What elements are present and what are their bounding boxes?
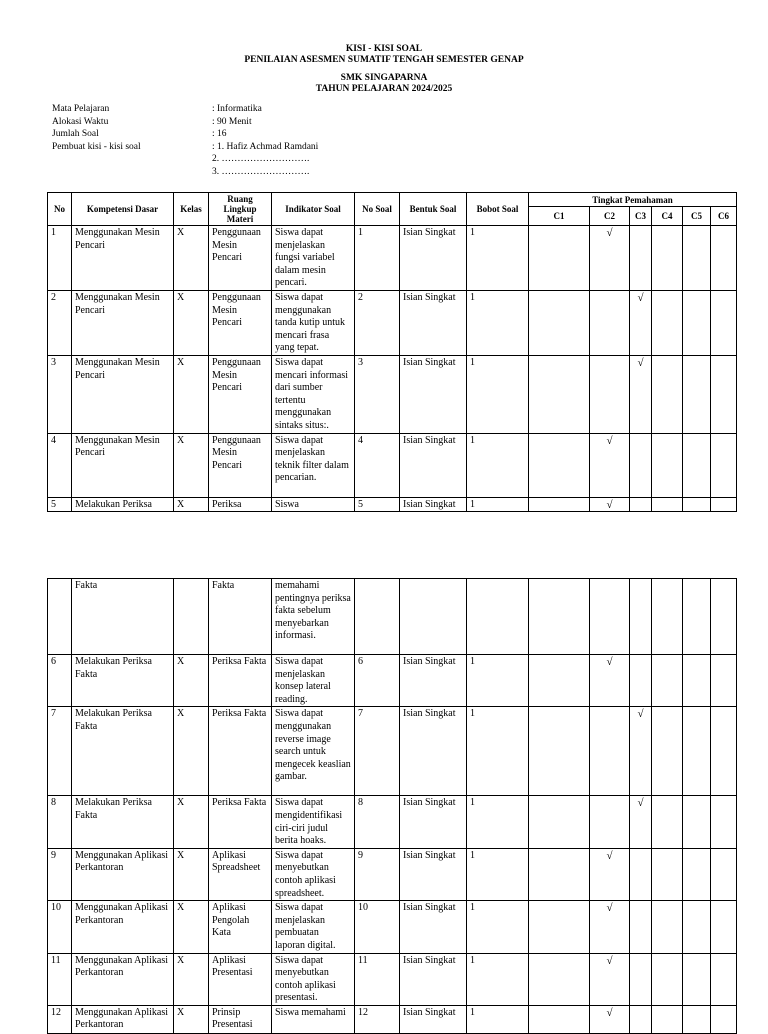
cell-level-c3 <box>630 953 652 1005</box>
cell-level-c4 <box>652 796 683 848</box>
cell-materi: Prinsip Presentasi <box>209 1005 272 1033</box>
cell-level-c6 <box>711 901 737 953</box>
cell-indikator: Siswa dapat menjelaskan teknik filter dalam pencarian. <box>272 433 355 497</box>
table-row <box>48 226 737 291</box>
cell-kompetensi: Menggunakan Aplikasi Perkantoran <box>72 848 174 900</box>
check-icon: √ <box>606 1006 613 1019</box>
cell-materi: Fakta <box>209 579 272 655</box>
cell-materi: Penggunaan Mesin Pencari <box>209 355 272 433</box>
cell-level-c2 <box>590 579 630 655</box>
cell-bobot <box>467 579 529 655</box>
cell-level-c6 <box>711 707 737 796</box>
cell-no-soal: 8 <box>355 796 400 848</box>
cell-materi: Periksa Fakta <box>209 655 272 707</box>
cell-kelas: X <box>174 433 209 497</box>
grid-table-page-1 <box>47 192 737 512</box>
check-icon: √ <box>637 797 644 810</box>
cell-level-c4 <box>652 707 683 796</box>
cell-level-c4 <box>652 433 683 497</box>
cell-level-c6 <box>711 290 737 355</box>
col-header-kelas: Kelas <box>174 193 209 226</box>
cell-level-c1 <box>529 901 590 953</box>
cell-level-c2 <box>590 355 630 433</box>
cell-bobot: 1 <box>467 796 529 848</box>
cell-no: 2 <box>48 290 72 355</box>
cell-no-soal: 10 <box>355 901 400 953</box>
cell-level-c3 <box>630 579 652 655</box>
cell-level-c4 <box>652 497 683 512</box>
cell-level-c5 <box>683 579 711 655</box>
table-row <box>48 901 737 953</box>
cell-no: 3 <box>48 355 72 433</box>
cell-no: 12 <box>48 1005 72 1033</box>
cell-indikator: Siswa memahami <box>272 1005 355 1033</box>
cell-indikator: Siswa dapat menjelaskan fungsi variabel dalam mesin pencari. <box>272 226 355 291</box>
cell-kompetensi: Menggunakan Mesin Pencari <box>72 355 174 433</box>
cell-kelas: X <box>174 355 209 433</box>
cell-kelas: X <box>174 290 209 355</box>
cell-kelas: X <box>174 707 209 796</box>
check-icon: √ <box>606 902 613 915</box>
table-row <box>48 953 737 1005</box>
cell-level-c3 <box>630 707 652 796</box>
cell-kompetensi: Melakukan Periksa Fakta <box>72 796 174 848</box>
cell-level-c2 <box>590 433 630 497</box>
col-header-no-soal: No Soal <box>355 193 400 226</box>
cell-bentuk: Isian Singkat <box>400 953 467 1005</box>
cell-level-c2 <box>590 226 630 291</box>
cell-no: 9 <box>48 848 72 900</box>
cell-level-c5 <box>683 848 711 900</box>
check-icon: √ <box>637 291 644 304</box>
cell-level-c3 <box>630 796 652 848</box>
cell-level-c2 <box>590 953 630 1005</box>
cell-no-soal: 12 <box>355 1005 400 1033</box>
info-value: : 1. Hafiz Achmad Ramdani <box>212 141 319 152</box>
cell-level-c1 <box>529 226 590 291</box>
cell-bobot: 1 <box>467 901 529 953</box>
cell-level-c1 <box>529 355 590 433</box>
cell-level-c6 <box>711 953 737 1005</box>
cell-no <box>48 579 72 655</box>
cell-bobot: 1 <box>467 707 529 796</box>
cell-kompetensi: Menggunakan Aplikasi Perkantoran <box>72 953 174 1005</box>
cell-bentuk <box>400 579 467 655</box>
table-row <box>48 355 737 433</box>
cell-indikator: Siswa dapat mencari informasi dari sumber tertentu menggunakan sintaks situs:. <box>272 355 355 433</box>
info-value: : 16 <box>212 129 227 139</box>
col-header-c2: C2 <box>590 207 630 226</box>
info-label: Jumlah Soal <box>52 129 99 139</box>
table-row <box>48 290 737 355</box>
cell-level-c6 <box>711 848 737 900</box>
cell-no: 7 <box>48 707 72 796</box>
cell-bentuk: Isian Singkat <box>400 290 467 355</box>
cell-no-soal: 5 <box>355 497 400 512</box>
col-header-c5: C5 <box>683 207 711 226</box>
cell-no: 11 <box>48 953 72 1005</box>
col-header-bentuk: Bentuk Soal <box>400 193 467 226</box>
check-icon: √ <box>606 498 613 511</box>
info-value: 3. ………………………. <box>212 166 310 177</box>
cell-level-c1 <box>529 290 590 355</box>
cell-bentuk: Isian Singkat <box>400 655 467 707</box>
cell-level-c3 <box>630 433 652 497</box>
cell-level-c4 <box>652 901 683 953</box>
cell-indikator: Siswa dapat menjelaskan konsep lateral reading. <box>272 655 355 707</box>
cell-level-c4 <box>652 848 683 900</box>
cell-kelas: X <box>174 796 209 848</box>
cell-level-c1 <box>529 707 590 796</box>
cell-no-soal: 2 <box>355 290 400 355</box>
cell-no: 4 <box>48 433 72 497</box>
cell-no-soal: 1 <box>355 226 400 291</box>
cell-materi: Penggunaan Mesin Pencari <box>209 290 272 355</box>
cell-bobot: 1 <box>467 226 529 291</box>
cell-bentuk: Isian Singkat <box>400 226 467 291</box>
info-label: Pembuat kisi - kisi soal <box>52 141 141 152</box>
cell-level-c5 <box>683 796 711 848</box>
academic-year: TAHUN PELAJARAN 2024/2025 <box>315 84 453 94</box>
cell-bobot: 1 <box>467 290 529 355</box>
cell-level-c5 <box>683 226 711 291</box>
col-header-no: No <box>48 193 72 226</box>
check-icon: √ <box>606 227 613 239</box>
cell-bentuk: Isian Singkat <box>400 433 467 497</box>
cell-bentuk: Isian Singkat <box>400 796 467 848</box>
cell-indikator: Siswa dapat menyebutkan contoh aplikasi spreadsheet. <box>272 848 355 900</box>
col-header-indikator: Indikator Soal <box>272 193 355 226</box>
col-header-c4: C4 <box>652 207 683 226</box>
cell-bentuk: Isian Singkat <box>400 497 467 512</box>
cell-level-c5 <box>683 290 711 355</box>
cell-level-c6 <box>711 355 737 433</box>
cell-level-c4 <box>652 226 683 291</box>
cell-level-c2 <box>590 1005 630 1033</box>
cell-level-c6 <box>711 579 737 655</box>
cell-bobot: 1 <box>467 497 529 512</box>
cell-level-c6 <box>711 433 737 497</box>
cell-level-c6 <box>711 655 737 707</box>
cell-materi: Periksa Fakta <box>209 796 272 848</box>
table-row <box>48 848 737 900</box>
cell-level-c1 <box>529 579 590 655</box>
cell-level-c2 <box>590 497 630 512</box>
cell-kompetensi: Menggunakan Aplikasi Perkantoran <box>72 1005 174 1033</box>
cell-level-c2 <box>590 796 630 848</box>
table-row <box>48 497 737 512</box>
grid-table-page-2 <box>47 578 737 1034</box>
doc-title: KISI - KISI SOAL <box>345 44 423 54</box>
cell-level-c4 <box>652 579 683 655</box>
cell-level-c1 <box>529 655 590 707</box>
cell-kelas: X <box>174 655 209 707</box>
cell-materi: Aplikasi Presentasi <box>209 953 272 1005</box>
cell-bobot: 1 <box>467 1005 529 1033</box>
cell-level-c5 <box>683 355 711 433</box>
cell-materi: Aplikasi Pengolah Kata <box>209 901 272 953</box>
cell-indikator: Siswa dapat mengidentifikasi ciri-ciri judul berita hoaks. <box>272 796 355 848</box>
cell-level-c3 <box>630 901 652 953</box>
cell-no: 10 <box>48 901 72 953</box>
cell-level-c6 <box>711 226 737 291</box>
cell-kelas: X <box>174 901 209 953</box>
cell-indikator: Siswa dapat menjelaskan pembuatan laporan digital. <box>272 901 355 953</box>
info-value: : 90 Menit <box>212 116 252 127</box>
cell-level-c3 <box>630 355 652 433</box>
cell-level-c2 <box>590 901 630 953</box>
cell-materi: Penggunaan Mesin Pencari <box>209 433 272 497</box>
cell-level-c2 <box>590 290 630 355</box>
cell-level-c1 <box>529 848 590 900</box>
cell-no-soal: 9 <box>355 848 400 900</box>
cell-materi: Periksa <box>209 497 272 512</box>
cell-indikator: Siswa dapat menggunakan tanda kutip untuk mencari frasa yang tepat. <box>272 290 355 355</box>
cell-kelas: X <box>174 848 209 900</box>
cell-kompetensi: Menggunakan Mesin Pencari <box>72 433 174 497</box>
cell-kompetensi: Menggunakan Mesin Pencari <box>72 226 174 291</box>
cell-indikator: Siswa dapat menyebutkan contoh aplikasi presentasi. <box>272 953 355 1005</box>
cell-level-c1 <box>529 953 590 1005</box>
table-row <box>48 796 737 848</box>
cell-no: 6 <box>48 655 72 707</box>
cell-bobot: 1 <box>467 355 529 433</box>
table-row <box>48 707 737 796</box>
cell-no-soal: 7 <box>355 707 400 796</box>
cell-level-c6 <box>711 497 737 512</box>
cell-level-c6 <box>711 796 737 848</box>
document-header <box>0 44 768 95</box>
cell-level-c5 <box>683 655 711 707</box>
cell-bentuk: Isian Singkat <box>400 1005 467 1033</box>
cell-level-c2 <box>590 848 630 900</box>
cell-kompetensi: Menggunakan Aplikasi Perkantoran <box>72 901 174 953</box>
check-icon: √ <box>637 356 644 369</box>
check-icon: √ <box>606 954 613 967</box>
cell-materi: Penggunaan Mesin Pencari <box>209 226 272 291</box>
doc-subtitle: PENILAIAN ASESMEN SUMATIF TENGAH SEMESTER GENAP <box>244 55 524 65</box>
col-header-ruang: Ruang Lingkup Materi <box>209 193 272 226</box>
school-name: SMK SINGAPARNA <box>340 73 428 83</box>
cell-level-c3 <box>630 1005 652 1033</box>
cell-no-soal: 3 <box>355 355 400 433</box>
check-icon: √ <box>606 656 613 668</box>
cell-level-c3 <box>630 290 652 355</box>
cell-level-c4 <box>652 655 683 707</box>
col-header-tingkat: Tingkat Pemahaman <box>529 193 737 207</box>
cell-level-c2 <box>590 707 630 796</box>
cell-bobot: 1 <box>467 433 529 497</box>
cell-kelas: X <box>174 497 209 512</box>
cell-bobot: 1 <box>467 655 529 707</box>
cell-kompetensi: Menggunakan Mesin Pencari <box>72 290 174 355</box>
cell-level-c5 <box>683 707 711 796</box>
cell-indikator: Siswa dapat menggunakan reverse image search untuk mengecek keaslian gambar. <box>272 707 355 796</box>
info-value: : Informatika <box>212 104 262 114</box>
cell-indikator: Siswa <box>272 497 355 512</box>
table-row <box>48 579 737 655</box>
cell-level-c1 <box>529 497 590 512</box>
info-value: 2. ………………………. <box>212 154 310 164</box>
cell-level-c5 <box>683 497 711 512</box>
table-body-page-2 <box>48 579 737 1034</box>
cell-no-soal: 6 <box>355 655 400 707</box>
col-header-bobot: Bobot Soal <box>467 193 529 226</box>
cell-no: 1 <box>48 226 72 291</box>
cell-level-c2 <box>590 655 630 707</box>
cell-level-c4 <box>652 290 683 355</box>
cell-level-c6 <box>711 1005 737 1033</box>
cell-bobot: 1 <box>467 848 529 900</box>
cell-kompetensi: Fakta <box>72 579 174 655</box>
cell-kelas: X <box>174 1005 209 1033</box>
cell-kelas <box>174 579 209 655</box>
cell-no: 8 <box>48 796 72 848</box>
cell-level-c4 <box>652 355 683 433</box>
cell-kompetensi: Melakukan Periksa Fakta <box>72 707 174 796</box>
info-label: Alokasi Waktu <box>52 116 109 127</box>
cell-no-soal <box>355 579 400 655</box>
cell-no-soal: 11 <box>355 953 400 1005</box>
col-header-kd: Kompetensi Dasar <box>72 193 174 226</box>
cell-level-c1 <box>529 796 590 848</box>
cell-level-c4 <box>652 1005 683 1033</box>
cell-level-c5 <box>683 433 711 497</box>
cell-bentuk: Isian Singkat <box>400 848 467 900</box>
cell-level-c5 <box>683 901 711 953</box>
cell-kompetensi: Melakukan Periksa <box>72 497 174 512</box>
cell-materi: Periksa Fakta <box>209 707 272 796</box>
cell-level-c1 <box>529 1005 590 1033</box>
cell-level-c3 <box>630 226 652 291</box>
cell-no: 5 <box>48 497 72 512</box>
cell-level-c5 <box>683 953 711 1005</box>
cell-kompetensi: Melakukan Periksa Fakta <box>72 655 174 707</box>
cell-bobot: 1 <box>467 953 529 1005</box>
table-row <box>48 433 737 497</box>
cell-level-c3 <box>630 848 652 900</box>
cell-level-c3 <box>630 655 652 707</box>
table-row <box>48 655 737 707</box>
cell-materi: Aplikasi Spreadsheet <box>209 848 272 900</box>
cell-indikator: memahami pentingnya periksa fakta sebelum menyebarkan informasi. <box>272 579 355 655</box>
cell-level-c1 <box>529 433 590 497</box>
table-row <box>48 1005 737 1033</box>
col-header-c6: C6 <box>711 207 737 226</box>
info-label: Mata Pelajaran <box>52 104 110 114</box>
cell-no-soal: 4 <box>355 433 400 497</box>
cell-level-c5 <box>683 1005 711 1033</box>
cell-bentuk: Isian Singkat <box>400 707 467 796</box>
cell-level-c4 <box>652 953 683 1005</box>
cell-bentuk: Isian Singkat <box>400 355 467 433</box>
col-header-c1: C1 <box>529 207 590 226</box>
col-header-c3: C3 <box>630 207 652 226</box>
cell-level-c3 <box>630 497 652 512</box>
table-body-page-1 <box>48 226 737 512</box>
cell-kelas: X <box>174 226 209 291</box>
cell-bentuk: Isian Singkat <box>400 901 467 953</box>
cell-kelas: X <box>174 953 209 1005</box>
check-icon: √ <box>606 849 613 862</box>
check-icon: √ <box>637 708 644 721</box>
check-icon: √ <box>606 434 613 447</box>
